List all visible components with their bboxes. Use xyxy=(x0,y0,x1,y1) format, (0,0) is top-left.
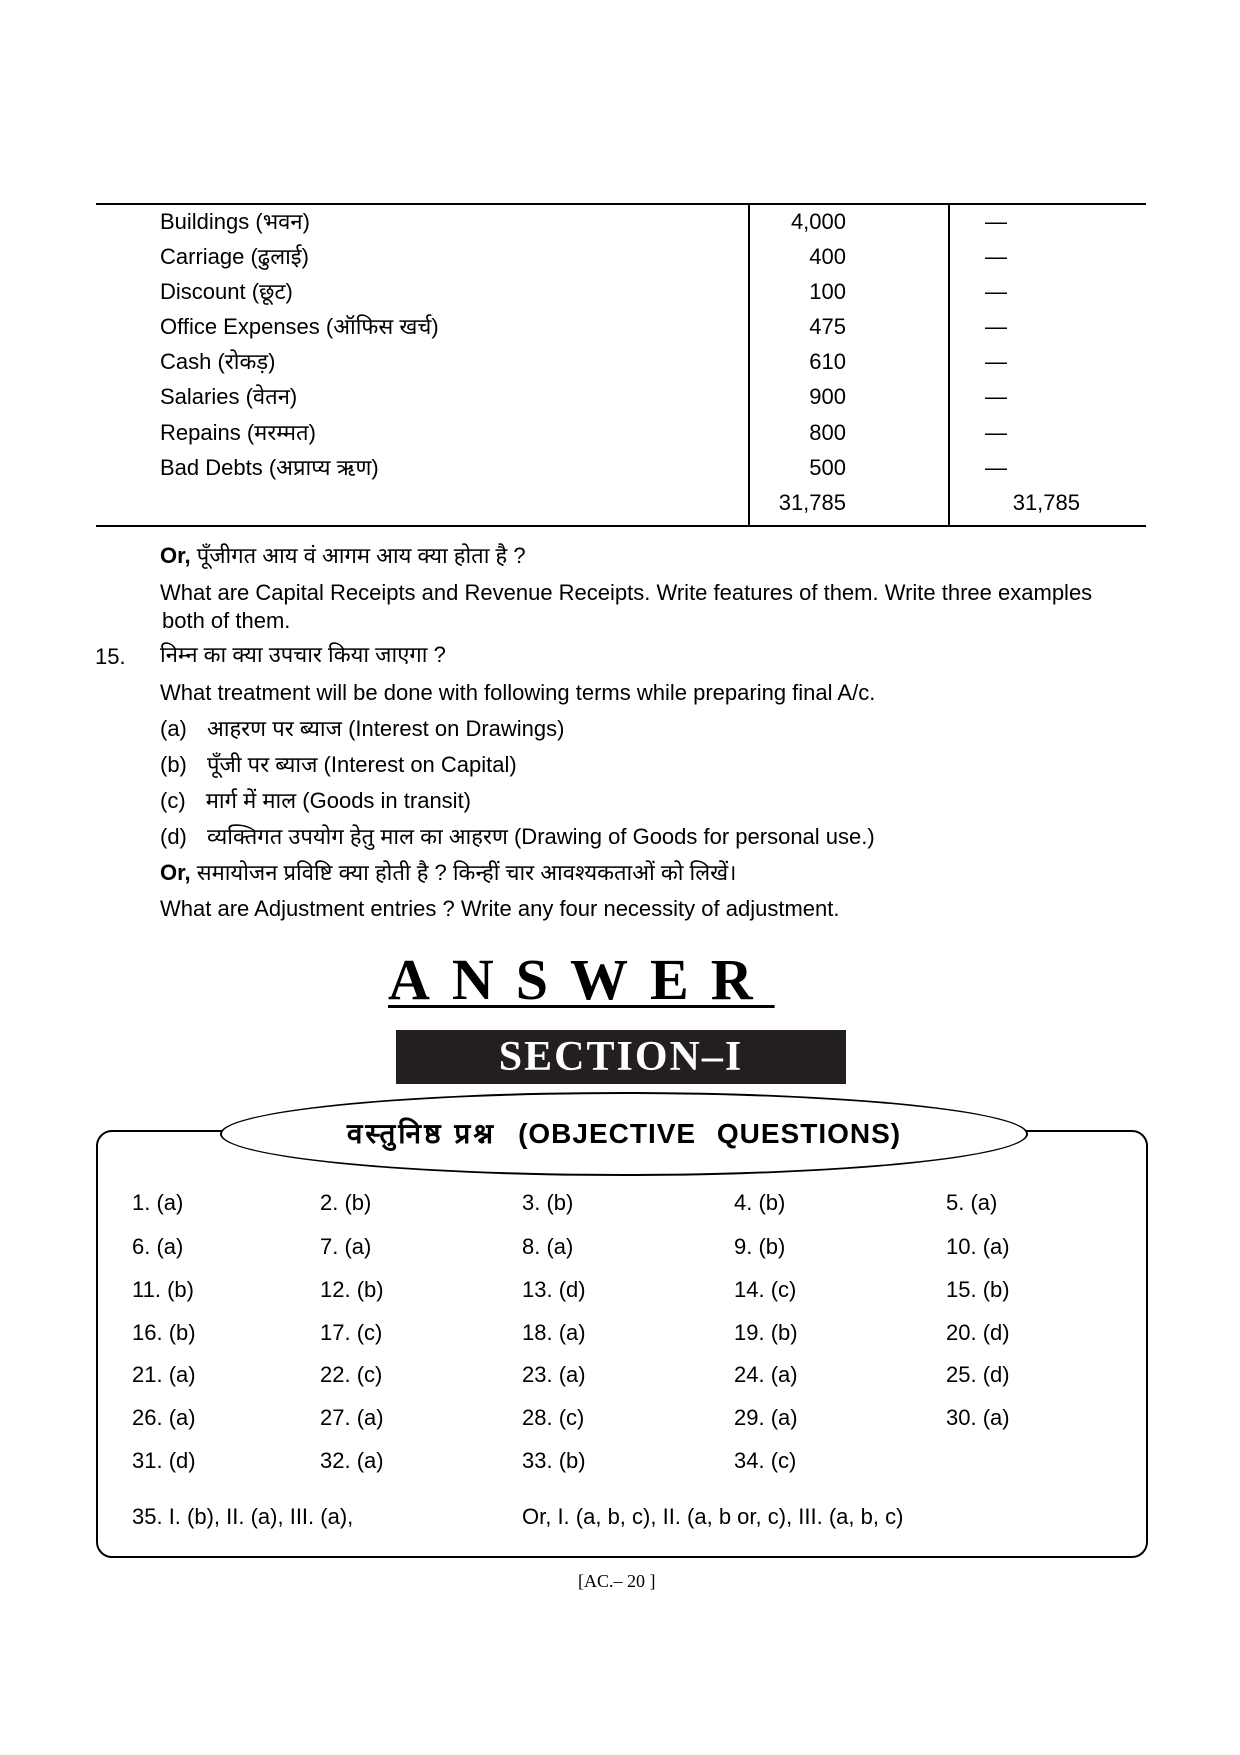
answer-item: 4. (b) xyxy=(734,1190,786,1215)
account-label: Repains (मरम्मत) xyxy=(160,420,316,445)
account-label: Carriage (ढुलाई) xyxy=(160,244,309,269)
credit-amount: — xyxy=(985,455,1007,480)
answer-item: 16. (b) xyxy=(132,1320,196,1345)
account-label: Bad Debts (अप्राप्य ऋण) xyxy=(160,455,379,480)
answer-35-or: Or, I. (a, b, c), II. (a, b or, c), III. (a, b, c) xyxy=(522,1504,904,1529)
credit-amount: — xyxy=(985,420,1007,445)
answer-item: 6. (a) xyxy=(132,1234,184,1259)
answer-item: 32. (a) xyxy=(320,1448,384,1473)
debit-amount: 100 xyxy=(809,279,846,304)
q14-or-english-1: What are Capital Receipts and Revenue Receipts. Write features of them. Write three examples xyxy=(160,580,1093,605)
account-label: Cash (रोकड़) xyxy=(160,349,276,374)
answer-item: 11. (b) xyxy=(132,1277,194,1302)
or-label: Or, xyxy=(160,860,191,885)
section-label: SECTION–I xyxy=(396,1030,846,1084)
or-label: Or, xyxy=(160,543,191,568)
item-text: पूँजी पर ब्याज (Interest on Capital) xyxy=(207,752,517,777)
debit-amount: 4,000 xyxy=(790,209,846,234)
answer-item: 28. (c) xyxy=(522,1405,585,1430)
table-row xyxy=(96,418,1146,448)
answer-item: 19. (b) xyxy=(734,1320,798,1345)
answer-item: 30. (a) xyxy=(946,1405,1010,1430)
item-tag: (a) xyxy=(160,716,187,741)
answer-item: 10. (a) xyxy=(946,1234,1010,1259)
debit-amount: 610 xyxy=(809,349,846,374)
answer-item: 15. (b) xyxy=(946,1277,1010,1302)
answer-heading: ANSWER xyxy=(388,947,775,1012)
answer-item: 13. (d) xyxy=(522,1277,586,1302)
answer-item: 20. (d) xyxy=(946,1320,1010,1345)
answer-item: 33. (b) xyxy=(522,1448,586,1473)
table-row xyxy=(96,382,1146,412)
q15-item xyxy=(160,788,471,814)
table-row xyxy=(96,207,1146,237)
answer-item: 31. (d) xyxy=(132,1448,196,1473)
debit-total: 31,785 xyxy=(778,490,846,515)
item-tag: (b) xyxy=(160,752,187,777)
debit-amount: 475 xyxy=(809,314,846,339)
q14-or-english-2: both of them. xyxy=(162,608,291,633)
answer-item: 14. (c) xyxy=(734,1277,797,1302)
answer-item: 23. (a) xyxy=(522,1362,586,1387)
credit-amount: — xyxy=(985,244,1007,269)
table-row xyxy=(96,312,1146,342)
answer-item: 17. (c) xyxy=(320,1320,383,1345)
q15-or-english: What are Adjustment entries ? Write any four necessity of adjustment. xyxy=(160,896,840,921)
item-text: व्यक्तिगत उपयोग हेतु माल का आहरण (Drawing of Goods for personal use.) xyxy=(207,824,875,849)
objective-title-hindi: वस्तुनिष्ठ प्रश्न xyxy=(346,1118,497,1149)
answer-item: 27. (a) xyxy=(320,1405,384,1430)
table-row xyxy=(96,347,1146,377)
answer-item: 29. (a) xyxy=(734,1405,798,1430)
trial-balance-table xyxy=(96,203,1146,527)
credit-amount: — xyxy=(985,384,1007,409)
answer-item: 8. (a) xyxy=(522,1234,574,1259)
page-footer: [AC.– 20 ] xyxy=(578,1571,656,1591)
answer-item: 2. (b) xyxy=(320,1190,372,1215)
item-text: आहरण पर ब्याज (Interest on Drawings) xyxy=(207,716,565,741)
debit-amount: 800 xyxy=(809,420,846,445)
debit-amount: 900 xyxy=(809,384,846,409)
answer-35: 35. I. (b), II. (a), III. (a), xyxy=(132,1504,354,1529)
objective-title-oval xyxy=(220,1092,1028,1176)
answer-item: 18. (a) xyxy=(522,1320,586,1345)
debit-amount: 500 xyxy=(809,455,846,480)
objective-title-english: (OBJECTIVE QUESTIONS) xyxy=(518,1118,902,1149)
q14-or-hindi-line xyxy=(160,543,526,569)
q14-or-hindi: पूँजीगत आय वं आगम आय क्या होता है ? xyxy=(196,543,526,568)
credit-amount: — xyxy=(985,314,1007,339)
q15-item xyxy=(160,752,517,778)
q15-or-hindi: समायोजन प्रविष्टि क्या होती है ? किन्हीं चार आवश्यकताओं को लिखें। xyxy=(196,860,737,885)
q15-item xyxy=(160,716,564,742)
answer-item: 9. (b) xyxy=(734,1234,786,1259)
account-label: Discount (छूट) xyxy=(160,279,293,304)
debit-amount: 400 xyxy=(809,244,846,269)
item-text: मार्ग में माल (Goods in transit) xyxy=(205,788,472,813)
answer-item: 3. (b) xyxy=(522,1190,574,1215)
credit-amount: — xyxy=(985,279,1007,304)
q15-hindi: निम्न का क्या उपचार किया जाएगा ? xyxy=(160,642,446,667)
table-row xyxy=(96,242,1146,272)
answer-item: 34. (c) xyxy=(734,1448,797,1473)
account-label: Salaries (वेतन) xyxy=(160,384,298,409)
q15-number: 15. xyxy=(95,644,126,669)
credit-amount: — xyxy=(985,209,1007,234)
answer-item: 12. (b) xyxy=(320,1277,384,1302)
table-row xyxy=(96,453,1146,483)
answer-item: 1. (a) xyxy=(132,1190,184,1215)
answer-item: 25. (d) xyxy=(946,1362,1010,1387)
item-tag: (c) xyxy=(160,788,186,813)
credit-amount: — xyxy=(985,349,1007,374)
account-label: Buildings (भवन) xyxy=(160,209,310,234)
item-tag: (d) xyxy=(160,824,187,849)
credit-total: 31,785 xyxy=(1012,490,1080,515)
answer-item: 7. (a) xyxy=(320,1234,372,1259)
answer-item: 21. (a) xyxy=(132,1362,196,1387)
table-row xyxy=(96,277,1146,307)
q15-or-hindi-line xyxy=(160,860,737,886)
q15-english: What treatment will be done with following terms while preparing final A/c. xyxy=(160,680,876,705)
q15-item xyxy=(160,824,875,850)
total-row xyxy=(96,488,1146,518)
answer-item: 5. (a) xyxy=(946,1190,998,1215)
answer-item: 24. (a) xyxy=(734,1362,798,1387)
account-label: Office Expenses (ऑफिस खर्च) xyxy=(160,314,439,339)
answer-item: 26. (a) xyxy=(132,1405,196,1430)
answer-item: 22. (c) xyxy=(320,1362,383,1387)
